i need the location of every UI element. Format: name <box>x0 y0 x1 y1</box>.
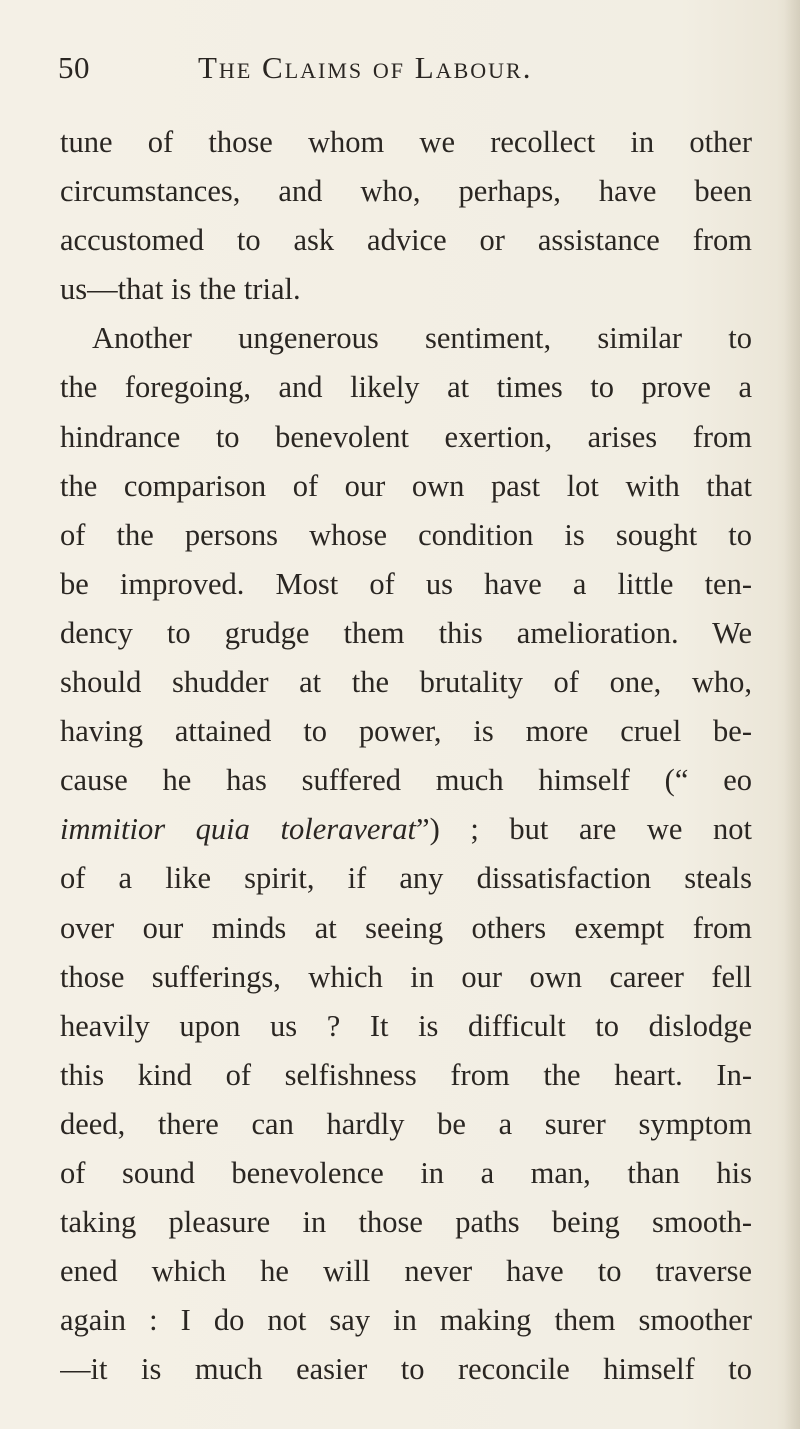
text-line: having attained to power, is more cruel be- <box>60 714 752 749</box>
italic-phrase: immitior quia toleraverat <box>60 812 417 847</box>
text-line: tune of those whom we recollect in other <box>60 125 752 159</box>
text-line: be improved. Most of us have a little ten- <box>60 566 752 601</box>
text-line: the foregoing, and likely at times to prove a <box>60 370 752 405</box>
text-line: deed, there can hardly be a surer symptom <box>60 1106 752 1141</box>
page-header <box>58 50 758 90</box>
text-line: us—that is the trial. <box>60 272 301 307</box>
page-number: 50 <box>58 50 90 85</box>
text-line: should shudder at the brutality of one, who, <box>60 665 752 700</box>
text-line-mixed <box>60 805 752 854</box>
page-edge-shadow <box>784 0 800 1429</box>
body-text <box>60 118 752 1394</box>
text-line: those sufferings, which in our own career fell <box>60 959 752 994</box>
text-line: of the persons whose condition is sought to <box>60 517 752 552</box>
text-line: circumstances, and who, perhaps, have been <box>60 174 752 209</box>
line-remainder: ”) ; but are we not <box>416 812 752 847</box>
text-line: of sound benevolence in a man, than his <box>60 1155 752 1190</box>
text-line: —it is much easier to reconcile himself to <box>60 1352 752 1387</box>
text-line: this kind of selfishness from the heart. In- <box>60 1057 752 1092</box>
text-line: Another ungenerous sentiment, similar to <box>92 321 752 356</box>
text-line: taking pleasure in those paths being smooth- <box>60 1205 752 1240</box>
text-line: again : I do not say in making them smoother <box>60 1303 752 1338</box>
text-line: of a like spirit, if any dissatisfaction steals <box>60 861 752 896</box>
text-line: dency to grudge them this amelioration. We <box>60 615 752 650</box>
text-line: hindrance to benevolent exertion, arises from <box>60 419 752 454</box>
text-line: accustomed to ask advice or assistance from <box>60 223 752 258</box>
text-line: cause he has suffered much himself (“ eo <box>60 763 752 798</box>
running-title: The Claims of Labour. <box>198 50 533 85</box>
text-line: the comparison of our own past lot with that <box>60 468 752 503</box>
text-line: over our minds at seeing others exempt from <box>60 910 752 945</box>
text-line: heavily upon us ? It is difficult to dislodge <box>60 1008 752 1043</box>
text-line: ened which he will never have to traverse <box>60 1254 752 1289</box>
